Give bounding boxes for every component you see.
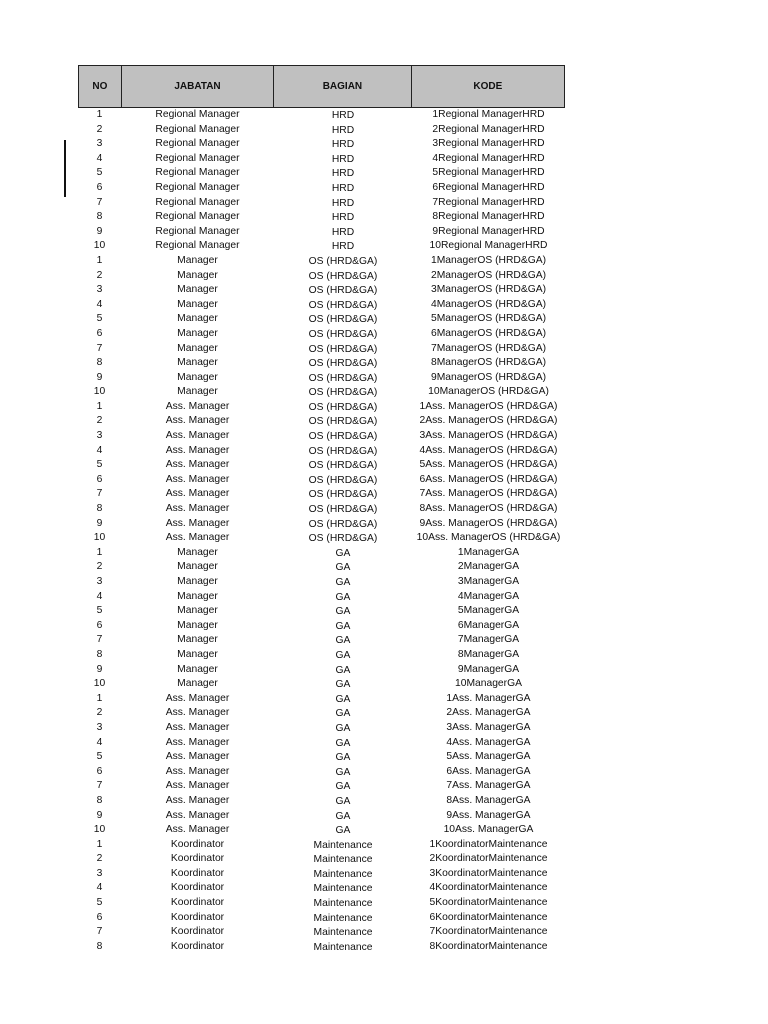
cell-bagian[interactable]: GA <box>335 620 351 632</box>
table-row <box>78 239 565 254</box>
cell-bagian[interactable]: OS (HRD&GA) <box>308 518 378 530</box>
table-row <box>78 765 565 780</box>
cell-no[interactable]: 7 <box>96 634 103 646</box>
table-row <box>78 414 565 429</box>
cell-no[interactable]: 4 <box>96 444 103 456</box>
table-row <box>78 269 565 284</box>
cell-jabatan[interactable]: Ass. Manager <box>165 721 230 733</box>
cell-kode[interactable]: 5Regional ManagerHRD <box>432 167 545 179</box>
cell-jabatan[interactable]: Ass. Manager <box>165 780 230 792</box>
cell-jabatan[interactable]: Koordinator <box>170 911 225 923</box>
table-row <box>78 458 565 473</box>
cell-kode[interactable]: 10Ass. ManagerOS (HRD&GA) <box>416 532 561 544</box>
cell-jabatan[interactable]: Koordinator <box>170 853 225 865</box>
cell-kode[interactable]: 7Ass. ManagerOS (HRD&GA) <box>419 488 558 500</box>
cell-kode[interactable]: 2Ass. ManagerGA <box>446 707 531 719</box>
cell-no[interactable]: 3 <box>96 576 103 587</box>
cell-bagian[interactable]: Maintenance <box>313 927 373 939</box>
cell-no[interactable]: 3 <box>96 430 103 442</box>
cell-jabatan[interactable]: Manager <box>177 663 218 675</box>
table-row <box>78 706 565 721</box>
cell-jabatan[interactable]: Ass. Manager <box>165 809 230 821</box>
cell-bagian[interactable]: Maintenance <box>313 839 373 851</box>
cell-kode[interactable]: 9Ass. ManagerOS (HRD&GA) <box>419 517 558 529</box>
cell-jabatan[interactable]: Koordinator <box>170 882 225 894</box>
cell-bagian[interactable]: Maintenance <box>313 883 373 895</box>
cell-jabatan[interactable]: Regional Manager <box>155 181 240 193</box>
cell-jabatan[interactable]: Manager <box>177 576 218 587</box>
cell-no[interactable]: 5 <box>96 167 103 179</box>
cell-kode[interactable]: 3Ass. ManagerGA <box>446 721 531 733</box>
cell-jabatan[interactable]: Koordinator <box>170 940 225 952</box>
cell-jabatan[interactable]: Manager <box>177 284 218 296</box>
cell-bagian[interactable]: Maintenance <box>313 941 373 953</box>
cell-bagian[interactable]: GA <box>335 679 351 691</box>
table-row <box>78 823 565 838</box>
table-row <box>78 400 565 415</box>
cell-bagian[interactable]: GA <box>335 547 351 559</box>
cell-jabatan[interactable]: Manager <box>177 678 218 690</box>
cell-kode[interactable]: 1Regional ManagerHRD <box>432 109 545 120</box>
cell-bagian[interactable]: GA <box>335 606 351 618</box>
cell-bagian[interactable]: GA <box>335 693 351 705</box>
cell-kode[interactable]: 8Ass. ManagerGA <box>446 794 531 806</box>
cell-bagian[interactable]: OS (HRD&GA) <box>308 270 378 282</box>
cell-bagian[interactable]: OS (HRD&GA) <box>308 328 378 340</box>
cell-no[interactable]: 7 <box>96 780 103 792</box>
cell-jabatan[interactable]: Ass. Manager <box>165 488 230 500</box>
cell-no[interactable]: 3 <box>96 721 103 733</box>
cell-kode[interactable]: 9Ass. ManagerGA <box>446 809 531 821</box>
table-row <box>78 692 565 707</box>
cell-jabatan[interactable]: Ass. Manager <box>165 444 230 456</box>
cell-no[interactable]: 8 <box>96 794 103 806</box>
table-body <box>78 108 565 954</box>
cell-kode[interactable]: 3ManagerOS (HRD&GA) <box>430 284 546 296</box>
cell-kode[interactable]: 1ManagerGA <box>457 546 520 558</box>
cell-bagian[interactable]: HRD <box>331 153 355 165</box>
cell-kode[interactable]: 6Ass. ManagerGA <box>446 765 531 777</box>
cell-jabatan[interactable]: Regional Manager <box>155 167 240 179</box>
cell-no[interactable]: 10 <box>93 240 106 252</box>
cell-kode[interactable]: 2KoordinatorMaintenance <box>429 853 548 865</box>
table-row <box>78 108 565 123</box>
cell-jabatan[interactable]: Manager <box>177 634 218 646</box>
cell-kode[interactable]: 1Ass. ManagerOS (HRD&GA) <box>419 400 558 412</box>
cell-kode[interactable]: 6ManagerOS (HRD&GA) <box>430 327 546 339</box>
table-row <box>78 663 565 678</box>
cell-no[interactable]: 7 <box>96 926 103 938</box>
header-bagian[interactable]: BAGIAN <box>274 66 411 107</box>
cell-bagian[interactable]: Maintenance <box>313 854 373 866</box>
cell-bagian[interactable]: OS (HRD&GA) <box>308 533 378 545</box>
cell-bagian[interactable]: GA <box>335 649 351 661</box>
table-row <box>78 590 565 605</box>
cell-kode[interactable]: 2Ass. ManagerOS (HRD&GA) <box>419 415 558 427</box>
cell-bagian[interactable]: OS (HRD&GA) <box>308 343 378 355</box>
cell-no[interactable]: 9 <box>96 517 103 529</box>
cell-jabatan[interactable]: Regional Manager <box>155 240 240 252</box>
cell-bagian[interactable]: HRD <box>331 197 355 209</box>
table-row <box>78 210 565 225</box>
header-jabatan[interactable]: JABATAN <box>122 66 274 107</box>
cell-bagian[interactable]: Maintenance <box>313 868 373 880</box>
cell-no[interactable]: 5 <box>96 897 103 909</box>
table-row <box>78 838 565 853</box>
table-row <box>78 925 565 940</box>
cell-no[interactable]: 10 <box>93 678 106 690</box>
cell-kode[interactable]: 1ManagerOS (HRD&GA) <box>430 254 546 266</box>
cell-no[interactable]: 9 <box>96 663 103 675</box>
cell-kode[interactable]: 7Regional ManagerHRD <box>432 196 545 208</box>
cell-kode[interactable]: 2ManagerGA <box>457 561 520 573</box>
spreadsheet-table <box>78 65 565 954</box>
cell-jabatan[interactable]: Regional Manager <box>155 138 240 150</box>
cell-jabatan[interactable]: Ass. Manager <box>165 751 230 763</box>
table-row <box>78 502 565 517</box>
cell-bagian[interactable]: OS (HRD&GA) <box>308 474 378 486</box>
table-row <box>78 327 565 342</box>
cell-jabatan[interactable]: Manager <box>177 371 218 383</box>
cell-bagian[interactable]: OS (HRD&GA) <box>308 401 378 413</box>
cell-no[interactable]: 1 <box>96 546 103 558</box>
cell-bagian[interactable]: GA <box>335 562 351 574</box>
cell-no[interactable]: 3 <box>96 867 103 879</box>
table-row <box>78 283 565 298</box>
cell-bagian[interactable]: OS (HRD&GA) <box>308 299 378 311</box>
table-row <box>78 648 565 663</box>
cell-jabatan[interactable]: Ass. Manager <box>165 824 230 836</box>
cell-bagian[interactable]: OS (HRD&GA) <box>308 314 378 326</box>
cell-bagian[interactable]: GA <box>335 577 351 588</box>
cell-bagian[interactable]: HRD <box>331 182 355 194</box>
table-row <box>78 531 565 546</box>
cell-no[interactable]: 9 <box>96 809 103 821</box>
cell-jabatan[interactable]: Ass. Manager <box>165 765 230 777</box>
table-row <box>78 896 565 911</box>
cell-kode[interactable]: 9ManagerGA <box>457 663 520 675</box>
cell-bagian[interactable]: Maintenance <box>313 898 373 910</box>
table-row <box>78 254 565 269</box>
table-row <box>78 852 565 867</box>
cell-kode[interactable]: 3Ass. ManagerOS (HRD&GA) <box>419 430 558 442</box>
cell-kode[interactable]: 1Ass. ManagerGA <box>446 692 531 704</box>
cell-jabatan[interactable]: Manager <box>177 605 218 617</box>
cell-bagian[interactable]: OS (HRD&GA) <box>308 416 378 428</box>
cell-jabatan[interactable]: Manager <box>177 619 218 631</box>
table-row <box>78 633 565 648</box>
cell-jabatan[interactable]: Koordinator <box>170 838 225 850</box>
cell-kode[interactable]: 6ManagerGA <box>457 619 520 631</box>
table-row <box>78 575 565 590</box>
cell-no[interactable]: 4 <box>96 736 103 748</box>
cell-kode[interactable]: 10Regional ManagerHRD <box>429 240 548 252</box>
cell-no[interactable]: 5 <box>96 313 103 325</box>
table-row <box>78 721 565 736</box>
cell-kode[interactable]: 3ManagerGA <box>457 576 520 587</box>
cell-kode[interactable]: 7ManagerGA <box>457 634 520 646</box>
cell-no[interactable]: 4 <box>96 590 103 602</box>
table-row <box>78 385 565 400</box>
cell-no[interactable]: 5 <box>96 605 103 617</box>
cell-jabatan[interactable]: Regional Manager <box>155 196 240 208</box>
cell-no[interactable]: 8 <box>96 211 103 223</box>
cell-kode[interactable]: 6Ass. ManagerOS (HRD&GA) <box>419 473 558 485</box>
cell-bagian[interactable]: GA <box>335 635 351 647</box>
cell-jabatan[interactable]: Regional Manager <box>155 123 240 135</box>
cell-no[interactable]: 7 <box>96 488 103 500</box>
table-row <box>78 181 565 196</box>
cell-jabatan[interactable]: Koordinator <box>170 897 225 909</box>
table-row <box>78 137 565 152</box>
cell-jabatan[interactable]: Manager <box>177 561 218 573</box>
cell-bagian[interactable]: OS (HRD&GA) <box>308 285 378 297</box>
cell-kode[interactable]: 3Regional ManagerHRD <box>432 138 545 150</box>
cell-jabatan[interactable]: Ass. Manager <box>165 503 230 515</box>
cell-no[interactable]: 8 <box>96 357 103 369</box>
cell-bagian[interactable]: GA <box>335 766 351 778</box>
cell-kode[interactable]: 5KoordinatorMaintenance <box>429 897 548 909</box>
cell-kode[interactable]: 10ManagerGA <box>455 678 522 690</box>
cell-bagian[interactable]: OS (HRD&GA) <box>308 489 378 501</box>
cell-no[interactable]: 10 <box>93 532 106 544</box>
table-row <box>78 560 565 575</box>
cell-jabatan[interactable]: Ass. Manager <box>165 459 230 471</box>
cell-jabatan[interactable]: Ass. Manager <box>165 517 230 529</box>
cell-kode[interactable]: 4Ass. ManagerGA <box>446 736 531 748</box>
cell-no[interactable]: 4 <box>96 882 103 894</box>
cell-bagian[interactable]: HRD <box>331 241 355 253</box>
cell-kode[interactable]: 6KoordinatorMaintenance <box>429 911 548 923</box>
cell-jabatan[interactable]: Manager <box>177 269 218 281</box>
cell-jabatan[interactable]: Manager <box>177 298 218 310</box>
cell-no[interactable]: 4 <box>96 298 103 310</box>
cell-no[interactable]: 6 <box>96 181 103 193</box>
cell-bagian[interactable]: OS (HRD&GA) <box>308 255 378 267</box>
cell-bagian[interactable]: HRD <box>331 110 355 121</box>
cell-kode[interactable]: 8ManagerGA <box>457 648 520 660</box>
cell-bagian[interactable]: HRD <box>331 168 355 180</box>
cell-no[interactable]: 6 <box>96 473 103 485</box>
cell-no[interactable]: 8 <box>96 940 103 952</box>
cell-bagian[interactable]: OS (HRD&GA) <box>308 445 378 457</box>
cell-no[interactable]: 1 <box>96 400 103 412</box>
cell-bagian[interactable]: OS (HRD&GA) <box>308 372 378 384</box>
cell-jabatan[interactable]: Ass. Manager <box>165 794 230 806</box>
cell-jabatan[interactable]: Regional Manager <box>155 211 240 223</box>
cell-no[interactable]: 4 <box>96 152 103 164</box>
cell-kode[interactable]: 4Ass. ManagerOS (HRD&GA) <box>419 444 558 456</box>
cell-jabatan[interactable]: Ass. Manager <box>165 707 230 719</box>
cell-no[interactable]: 2 <box>96 561 103 573</box>
header-kode[interactable]: KODE <box>473 81 503 92</box>
cell-bagian[interactable]: GA <box>335 664 351 676</box>
cell-no[interactable]: 6 <box>96 765 103 777</box>
cell-jabatan[interactable]: Ass. Manager <box>165 532 230 544</box>
cell-no[interactable]: 10 <box>93 386 106 398</box>
cell-bagian[interactable]: OS (HRD&GA) <box>308 431 378 443</box>
cell-jabatan[interactable]: Manager <box>177 590 218 602</box>
cell-kode[interactable]: 8ManagerOS (HRD&GA) <box>430 357 546 369</box>
cell-jabatan[interactable]: Ass. Manager <box>165 415 230 427</box>
cell-kode[interactable]: 7ManagerOS (HRD&GA) <box>430 342 546 354</box>
cell-bagian[interactable]: OS (HRD&GA) <box>308 460 378 472</box>
cell-kode[interactable]: 10ManagerOS (HRD&GA) <box>428 386 549 398</box>
cell-no[interactable]: 1 <box>96 838 103 850</box>
cell-bagian[interactable]: HRD <box>331 212 355 224</box>
cell-no[interactable]: 8 <box>96 503 103 515</box>
cell-no[interactable]: 6 <box>96 327 103 339</box>
table-row <box>78 604 565 619</box>
table-row <box>78 444 565 459</box>
cell-kode[interactable]: 5Ass. ManagerGA <box>446 751 531 763</box>
cell-kode[interactable]: 8Regional ManagerHRD <box>432 211 545 223</box>
table-row <box>78 152 565 167</box>
cell-kode[interactable]: 7KoordinatorMaintenance <box>429 926 548 938</box>
table-row <box>78 298 565 313</box>
cell-jabatan[interactable]: Manager <box>177 254 218 266</box>
cell-kode[interactable]: 5ManagerGA <box>457 605 520 617</box>
cell-jabatan[interactable]: Manager <box>177 313 218 325</box>
cell-no[interactable]: 7 <box>96 342 103 354</box>
cell-no[interactable]: 2 <box>96 415 103 427</box>
cell-no[interactable]: 1 <box>96 109 103 120</box>
table-row <box>78 429 565 444</box>
cell-kode[interactable]: 8Ass. ManagerOS (HRD&GA) <box>419 503 558 515</box>
cell-bagian[interactable]: OS (HRD&GA) <box>308 504 378 516</box>
table-row <box>78 487 565 502</box>
cell-jabatan[interactable]: Ass. Manager <box>165 692 230 704</box>
cell-kode[interactable]: 5ManagerOS (HRD&GA) <box>430 313 546 325</box>
cell-jabatan[interactable]: Koordinator <box>170 926 225 938</box>
cell-bagian[interactable]: GA <box>335 795 351 807</box>
cell-no[interactable]: 6 <box>96 619 103 631</box>
table-row <box>78 619 565 634</box>
cell-bagian[interactable]: GA <box>335 708 351 720</box>
cell-bagian[interactable]: OS (HRD&GA) <box>308 387 378 399</box>
table-row <box>78 750 565 765</box>
table-row <box>78 473 565 488</box>
cell-jabatan[interactable]: Regional Manager <box>155 225 240 237</box>
cell-kode[interactable]: 9ManagerOS (HRD&GA) <box>430 371 546 383</box>
table-row <box>78 736 565 751</box>
table-row <box>78 342 565 357</box>
cell-bagian[interactable]: GA <box>335 810 351 822</box>
cell-no[interactable]: 6 <box>96 911 103 923</box>
cell-bagian[interactable]: HRD <box>331 124 355 136</box>
cell-bagian[interactable]: GA <box>335 722 351 734</box>
cell-jabatan[interactable]: Manager <box>177 546 218 558</box>
table-row <box>78 881 565 896</box>
cell-kode[interactable]: 6Regional ManagerHRD <box>432 181 545 193</box>
cell-no[interactable]: 2 <box>96 707 103 719</box>
cell-kode[interactable]: 3KoordinatorMaintenance <box>429 867 548 879</box>
cell-bagian[interactable]: Maintenance <box>313 912 373 924</box>
cell-kode[interactable]: 9Regional ManagerHRD <box>432 225 545 237</box>
cell-bagian[interactable]: GA <box>335 781 351 793</box>
cell-jabatan[interactable]: Manager <box>177 648 218 660</box>
header-no[interactable]: NO <box>79 66 122 107</box>
cell-no[interactable]: 1 <box>96 692 103 704</box>
cell-kode[interactable]: 4ManagerGA <box>457 590 520 602</box>
cell-no[interactable]: 2 <box>96 853 103 865</box>
cell-jabatan[interactable]: Ass. Manager <box>165 736 230 748</box>
cell-no[interactable]: 7 <box>96 196 103 208</box>
cell-jabatan[interactable]: Regional Manager <box>155 109 240 120</box>
cell-kode[interactable]: 4KoordinatorMaintenance <box>429 882 548 894</box>
cell-bagian[interactable]: HRD <box>331 139 355 151</box>
table-row <box>78 371 565 386</box>
cell-jabatan[interactable]: Manager <box>177 327 218 339</box>
cell-bagian[interactable]: GA <box>335 825 351 837</box>
cell-no[interactable]: 8 <box>96 648 103 660</box>
cell-bagian[interactable]: GA <box>335 591 351 603</box>
table-row <box>78 940 565 955</box>
cell-no[interactable]: 2 <box>96 269 103 281</box>
cell-jabatan[interactable]: Regional Manager <box>155 152 240 164</box>
cell-kode[interactable]: 2ManagerOS (HRD&GA) <box>430 269 546 281</box>
table-row <box>78 225 565 240</box>
cell-jabatan[interactable]: Ass. Manager <box>165 473 230 485</box>
cell-no[interactable]: 10 <box>93 824 106 836</box>
cell-no[interactable]: 9 <box>96 225 103 237</box>
cell-no[interactable]: 2 <box>96 123 103 135</box>
table-row <box>78 196 565 211</box>
cell-bagian[interactable]: GA <box>335 737 351 749</box>
cell-jabatan[interactable]: Manager <box>177 386 218 398</box>
table-row <box>78 166 565 181</box>
table-row <box>78 809 565 824</box>
cell-jabatan[interactable]: Ass. Manager <box>165 400 230 412</box>
cell-jabatan[interactable]: Ass. Manager <box>165 430 230 442</box>
cell-bagian[interactable]: HRD <box>331 226 355 238</box>
selection-marker <box>64 140 66 197</box>
cell-no[interactable]: 3 <box>96 138 103 150</box>
table-header-row <box>78 65 565 108</box>
cell-kode[interactable]: 2Regional ManagerHRD <box>432 123 545 135</box>
cell-no[interactable]: 3 <box>96 284 103 296</box>
cell-jabatan[interactable]: Koordinator <box>170 867 225 879</box>
cell-no[interactable]: 5 <box>96 751 103 763</box>
cell-kode[interactable]: 10Ass. ManagerGA <box>443 824 534 836</box>
table-row <box>78 546 565 561</box>
cell-kode[interactable]: 4Regional ManagerHRD <box>432 152 545 164</box>
cell-no[interactable]: 5 <box>96 459 103 471</box>
cell-bagian[interactable]: OS (HRD&GA) <box>308 358 378 370</box>
table-row <box>78 867 565 882</box>
table-row <box>78 517 565 532</box>
cell-kode[interactable]: 7Ass. ManagerGA <box>446 780 531 792</box>
cell-jabatan[interactable]: Manager <box>177 342 218 354</box>
table-row <box>78 794 565 809</box>
cell-jabatan[interactable]: Manager <box>177 357 218 369</box>
table-row <box>78 779 565 794</box>
table-row <box>78 356 565 371</box>
cell-no[interactable]: 9 <box>96 371 103 383</box>
cell-kode[interactable]: 8KoordinatorMaintenance <box>429 940 548 952</box>
cell-no[interactable]: 1 <box>96 254 103 266</box>
table-row <box>78 677 565 692</box>
cell-kode[interactable]: 5Ass. ManagerOS (HRD&GA) <box>419 459 558 471</box>
table-row <box>78 911 565 926</box>
cell-kode[interactable]: 4ManagerOS (HRD&GA) <box>430 298 546 310</box>
table-row <box>78 312 565 327</box>
cell-bagian[interactable]: GA <box>335 752 351 764</box>
cell-kode[interactable]: 1KoordinatorMaintenance <box>429 838 548 850</box>
table-row <box>78 123 565 138</box>
